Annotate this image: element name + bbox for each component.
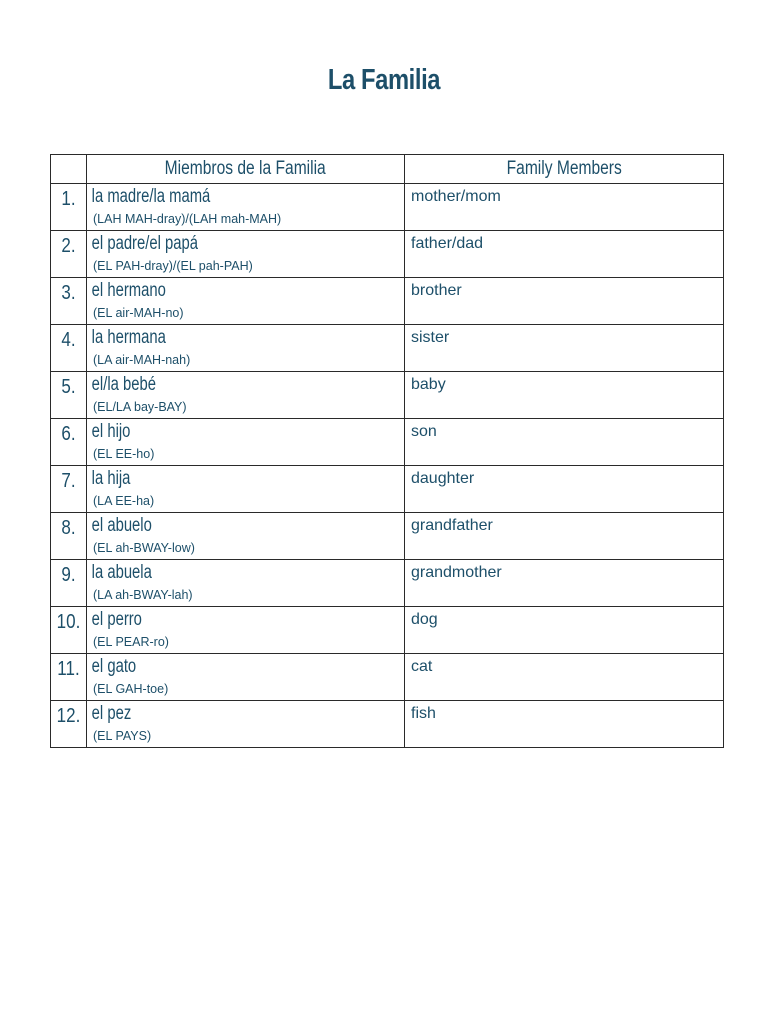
table-row [51, 466, 724, 513]
spanish-cell [87, 701, 405, 748]
english-term: baby [411, 376, 446, 393]
row-number: 1. [61, 188, 76, 210]
pronunciation: (LA EE-ha) [93, 494, 155, 508]
english-cell [405, 607, 724, 654]
row-number: 10. [56, 611, 81, 633]
spanish-term: el gato [91, 656, 137, 677]
pronunciation: (EL GAH-toe) [93, 682, 169, 696]
pronunciation: (LAH MAH-dray)/(LAH mah-MAH) [93, 212, 282, 226]
row-number: 4. [61, 329, 76, 351]
table-row [51, 701, 724, 748]
table-row [51, 184, 724, 231]
pronunciation: (EL ah-BWAY-low) [93, 541, 195, 555]
spanish-term: la hija [91, 468, 131, 489]
english-term: fish [411, 705, 436, 722]
spanish-cell [87, 325, 405, 372]
row-number-cell [51, 372, 87, 419]
row-number-cell [51, 278, 87, 325]
page-title: La Familia [327, 64, 441, 96]
english-cell [405, 560, 724, 607]
row-number-cell [51, 513, 87, 560]
english-cell [405, 325, 724, 372]
row-number: 7. [61, 470, 76, 492]
english-cell [405, 231, 724, 278]
row-number-cell [51, 654, 87, 701]
table-row [51, 231, 724, 278]
spanish-term: el padre/el papá [91, 233, 198, 254]
english-term: brother [411, 282, 462, 299]
english-cell [405, 184, 724, 231]
spanish-cell [87, 466, 405, 513]
pronunciation: (EL PEAR-ro) [93, 635, 169, 649]
english-term: cat [411, 658, 433, 675]
pronunciation: (EL air-MAH-no) [93, 306, 184, 320]
row-number: 11. [57, 658, 80, 680]
row-number: 6. [61, 423, 76, 445]
table-row [51, 513, 724, 560]
row-number-cell [51, 560, 87, 607]
row-number: 3. [61, 282, 76, 304]
english-cell [405, 701, 724, 748]
english-term: mother/mom [411, 188, 501, 205]
pronunciation: (LA air-MAH-nah) [93, 353, 191, 367]
english-term: daughter [411, 470, 475, 487]
row-number: 2. [61, 235, 76, 257]
row-number-cell [51, 701, 87, 748]
pronunciation: (EL EE-ho) [93, 447, 155, 461]
english-cell [405, 278, 724, 325]
english-cell [405, 513, 724, 560]
spanish-cell [87, 372, 405, 419]
row-number-cell [51, 184, 87, 231]
header-number [51, 155, 87, 184]
english-term: dog [411, 611, 438, 628]
table-row [51, 325, 724, 372]
spanish-term: la madre/la mamá [91, 186, 211, 207]
spanish-term: el pez [91, 703, 132, 724]
english-term: grandfather [411, 517, 493, 534]
table-row [51, 372, 724, 419]
spanish-cell [87, 654, 405, 701]
spanish-cell [87, 560, 405, 607]
row-number-cell [51, 325, 87, 372]
pronunciation: (EL PAYS) [93, 729, 152, 743]
table-row [51, 278, 724, 325]
spanish-cell [87, 231, 405, 278]
row-number-cell [51, 419, 87, 466]
pronunciation: (EL/LA bay-BAY) [93, 400, 187, 414]
spanish-cell [87, 607, 405, 654]
pronunciation: (EL PAH-dray)/(EL pah-PAH) [93, 259, 253, 273]
spanish-cell [87, 278, 405, 325]
row-number-cell [51, 231, 87, 278]
table-row [51, 607, 724, 654]
spanish-term: el hijo [91, 421, 131, 442]
header-english: Family Members [405, 155, 724, 184]
table-header-row [51, 155, 724, 184]
table-row [51, 654, 724, 701]
spanish-term: el perro [91, 609, 142, 630]
spanish-term: la hermana [91, 327, 166, 348]
spanish-cell [87, 184, 405, 231]
table-row [51, 419, 724, 466]
row-number: 12. [56, 705, 81, 727]
spanish-term: el/la bebé [91, 374, 156, 395]
row-number: 8. [61, 517, 76, 539]
english-cell [405, 654, 724, 701]
english-cell [405, 419, 724, 466]
spanish-cell [87, 513, 405, 560]
english-term: father/dad [411, 235, 484, 252]
vocabulary-table [50, 154, 724, 748]
row-number-cell [51, 466, 87, 513]
row-number-cell [51, 607, 87, 654]
english-term: sister [411, 329, 450, 346]
table-row [51, 560, 724, 607]
spanish-term: el abuelo [91, 515, 152, 536]
english-term: son [411, 423, 437, 440]
english-term: grandmother [411, 564, 502, 581]
row-number: 5. [61, 376, 76, 398]
table-body [51, 184, 724, 748]
spanish-cell [87, 419, 405, 466]
spanish-term: la abuela [91, 562, 152, 583]
english-cell [405, 466, 724, 513]
header-spanish: Miembros de la Familia [87, 155, 405, 184]
spanish-term: el hermano [91, 280, 166, 301]
english-cell [405, 372, 724, 419]
pronunciation: (LA ah-BWAY-lah) [93, 588, 193, 602]
row-number: 9. [61, 564, 76, 586]
